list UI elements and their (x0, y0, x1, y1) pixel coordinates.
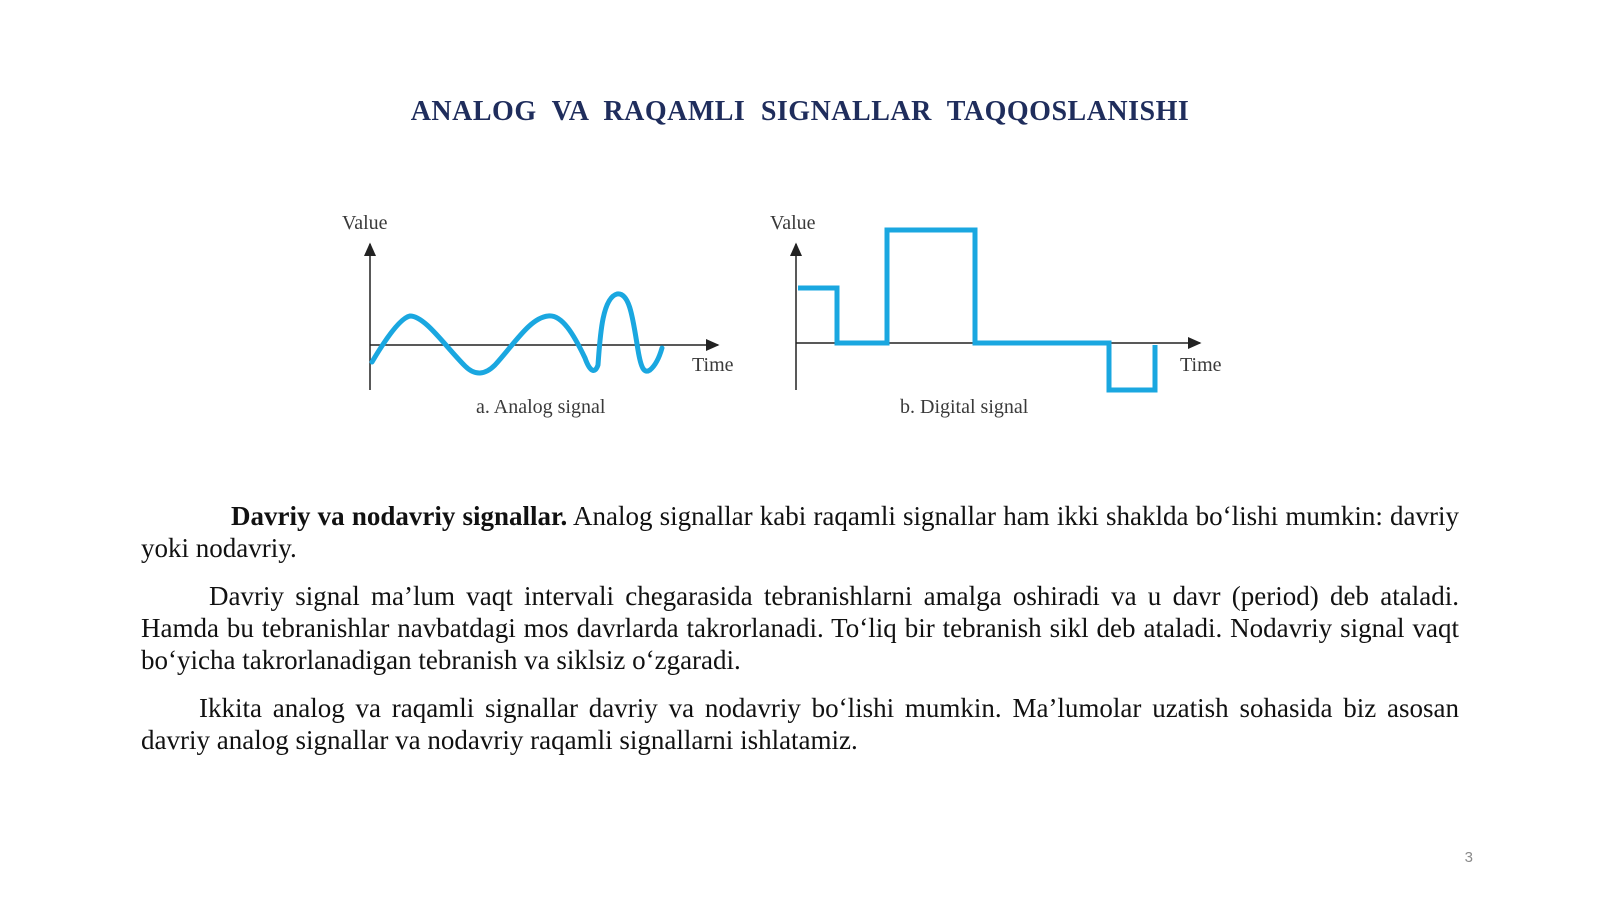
paragraph-analog-digital-usage: Ikkita analog va raqamli signallar davriy va nodavriy bo‘lishi mumkin. Ma’lumolar uzatish sohasida biz asosan davriy analog signallar va nodavriy raqamli signallarni ishlatamiz. (141, 693, 1459, 755)
analog-x-axis-label: Time (692, 354, 734, 376)
signal-comparison-figure (330, 200, 1270, 440)
analog-signal-panel (342, 212, 734, 418)
paragraph-lead-heading: Davriy va nodavriy signallar. (231, 501, 568, 531)
digital-signal-panel (770, 212, 1222, 418)
digital-x-axis-label: Time (1180, 354, 1222, 376)
digital-y-axis-label: Value (770, 212, 816, 234)
paragraph-periodic-signal: Davriy signal ma’lum vaqt intervali chegarasida tebranishlarni amalga oshiradi va u davr (period) deb ataladi. Hamda bu tebranishlar navbatdagi mos davrlarda takrorlanadi. To‘liq bir tebranish sikl deb ataladi. Nodavriy signal vaqt bo‘yicha takrorlanadigan tebranish va siklsiz o‘zgaradi. (141, 581, 1459, 675)
signal-figure-svg (330, 200, 1270, 440)
analog-y-axis-label: Value (342, 212, 388, 234)
body-text (141, 500, 1459, 772)
analog-waveform (372, 294, 662, 373)
paragraph-1-text: Analog signallar kabi raqamli signallar ham ikki shaklda bo‘lishi mumkin: davriy yoki nodavriy. (141, 501, 1459, 563)
digital-waveform (798, 230, 1155, 390)
paragraph-periodic-nonperiodic (141, 500, 1459, 564)
page-number: 3 (1464, 849, 1473, 866)
analog-caption: a. Analog signal (476, 396, 606, 418)
digital-caption: b. Digital signal (900, 396, 1029, 418)
slide-title: ANALOG VA RAQAMLI SIGNALLAR TAQQOSLANISHI (410, 96, 1190, 127)
